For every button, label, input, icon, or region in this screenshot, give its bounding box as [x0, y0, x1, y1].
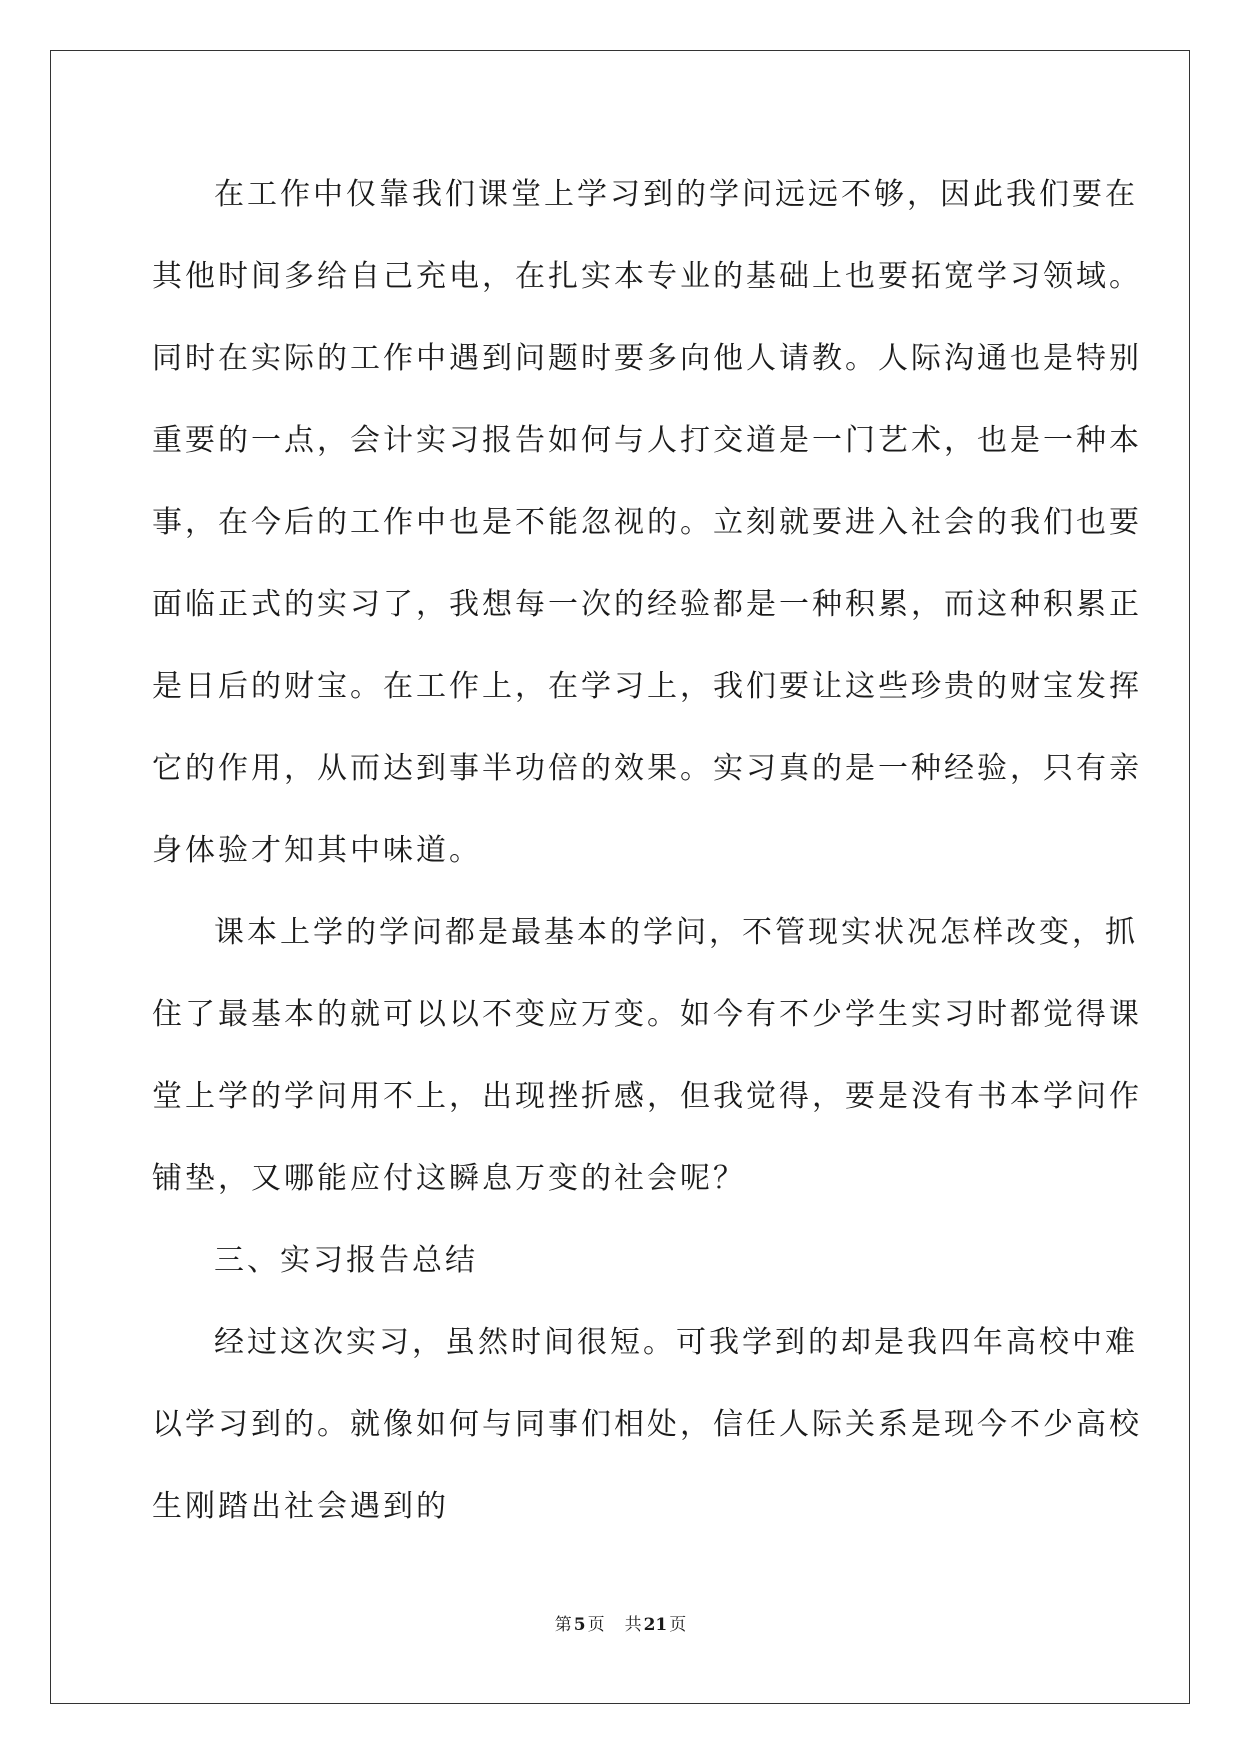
page-prefix: 第: [554, 1615, 572, 1635]
paragraph-line: 经过这次实习，虽然时间很短。可我学到的却是我四年高校中难: [214, 1325, 1138, 1360]
paragraph-line: 堂上学的学问用不上，出现挫折感，但我觉得，要是没有书本学问作: [152, 1079, 1142, 1114]
document-body: [152, 160, 1142, 1554]
total-pages: 21: [643, 1615, 668, 1635]
paragraph-line: 以学习到的。就像如何与同事们相处，信任人际关系是现今不少高校: [152, 1407, 1142, 1442]
paragraph-line: 它的作用，从而达到事半功倍的效果。实习真的是一种经验，只有亲: [152, 751, 1142, 786]
paragraph-line: 同时在实际的工作中遇到问题时要多向他人请教。人际沟通也是特别: [152, 341, 1142, 376]
page-suffix: 页: [587, 1615, 605, 1635]
page-number: 5: [573, 1615, 586, 1635]
section-heading: 三、实习报告总结: [214, 1243, 478, 1278]
paragraph-line: 面临正式的实习了，我想每一次的经验都是一种积累，而这种积累正: [152, 587, 1142, 622]
paragraph-line: 重要的一点，会计实习报告如何与人打交道是一门艺术，也是一种本: [152, 423, 1142, 458]
paragraph-line: 课本上学的学问都是最基本的学问，不管现实状况怎样改变，抓: [214, 915, 1138, 950]
page-footer: [0, 1610, 1241, 1635]
paragraph-line: 在工作中仅靠我们课堂上学习到的学问远远不够，因此我们要在: [214, 177, 1138, 212]
paragraph-line: 事，在今后的工作中也是不能忽视的。立刻就要进入社会的我们也要: [152, 505, 1142, 540]
total-prefix: 共: [624, 1615, 642, 1635]
paragraph-line: 生刚踏出社会遇到的: [152, 1489, 449, 1524]
paragraph-line: 其他时间多给自己充电，在扎实本专业的基础上也要拓宽学习领域。: [152, 259, 1142, 294]
paragraph-line: 身体验才知其中味道。: [152, 833, 482, 868]
paragraph-line: 住了最基本的就可以以不变应万变。如今有不少学生实习时都觉得课: [152, 997, 1142, 1032]
paragraph-line: 是日后的财宝。在工作上，在学习上，我们要让这些珍贵的财宝发挥: [152, 669, 1142, 704]
paragraph-line: 铺垫，又哪能应付这瞬息万变的社会呢？: [152, 1161, 746, 1196]
total-suffix: 页: [669, 1615, 687, 1635]
